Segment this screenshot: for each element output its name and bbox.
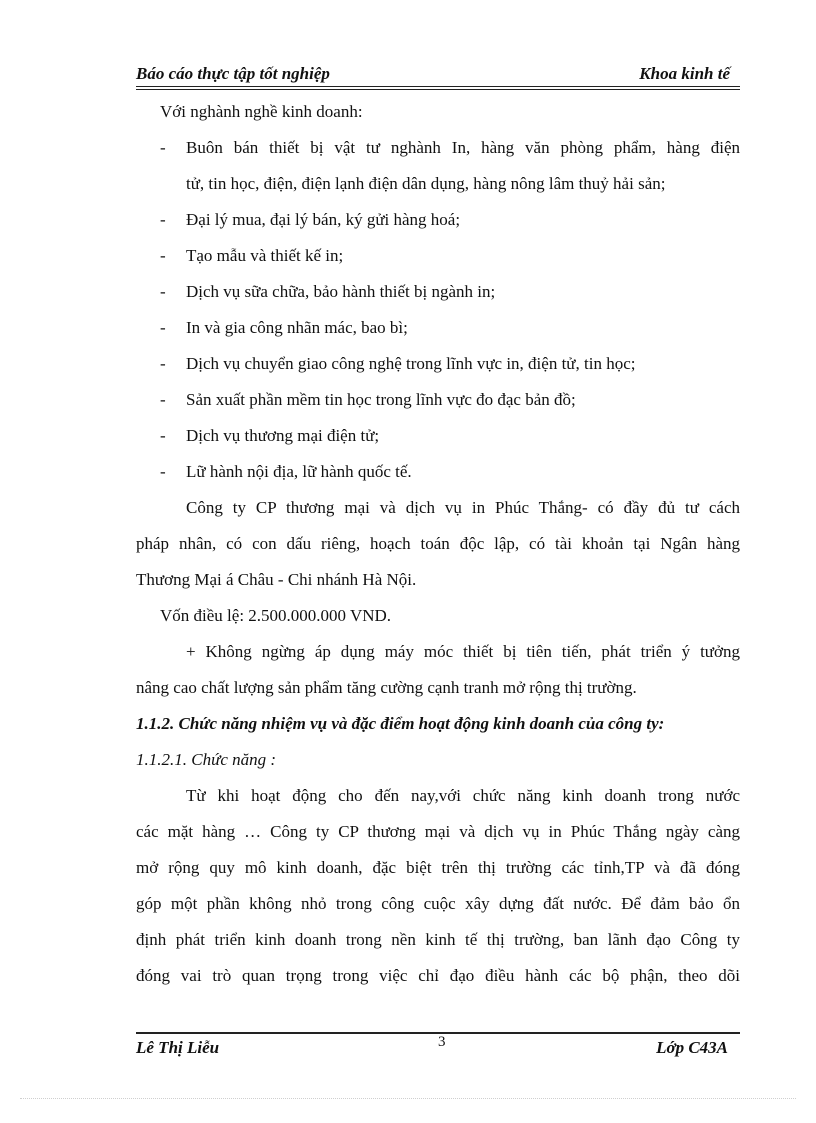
- bullet-item: [136, 454, 740, 490]
- paragraph-line: nâng cao chất lượng sản phẩm tăng cường cạnh tranh mở rộng thị trường.: [136, 678, 637, 697]
- header-faculty: Khoa kinh tế: [639, 64, 730, 83]
- bullet-dash: -: [160, 390, 166, 409]
- bullet-dash: -: [160, 426, 166, 445]
- paragraph-line: Công ty CP thương mại và dịch vụ in Phúc Thắng- có đầy đủ tư cách: [186, 498, 740, 517]
- document-body: [136, 94, 740, 994]
- intro-line: Với nghành nghề kinh doanh:: [160, 102, 363, 121]
- paragraph-line: pháp nhân, có con dấu riêng, hoạch toán độc lập, có tài khoản tại Ngân hàng: [136, 534, 740, 553]
- bullet-text: Dịch vụ sữa chữa, bảo hành thiết bị ngành in;: [186, 282, 496, 301]
- paragraph-line: đóng vai trò quan trọng trong việc chỉ đạo điều hành các bộ phận, theo dõi: [136, 966, 740, 985]
- header-rule-top: [136, 86, 740, 87]
- bullet-dash: -: [160, 282, 166, 301]
- bullet-dash: -: [160, 246, 166, 265]
- bullet-item: [136, 346, 740, 382]
- bullet-dash: -: [160, 354, 166, 373]
- page-number: 3: [438, 1034, 446, 1050]
- bullet-dash: -: [160, 462, 166, 481]
- bullet-text: Đại lý mua, đại lý bán, ký gửi hàng hoá;: [186, 210, 461, 229]
- bullet-item: [136, 274, 740, 310]
- section-heading: 1.1.2. Chức năng nhiệm vụ và đặc điểm hoạt động kinh doanh của công ty:: [136, 714, 665, 733]
- paragraph-line: mở rộng quy mô kinh doanh, đặc biệt trên thị trường các tỉnh,TP và đã đóng: [136, 858, 740, 877]
- bullet-item: [136, 130, 740, 166]
- paragraph-line: các mặt hàng … Công ty CP thương mại và dịch vụ in Phúc Thắng ngày càng: [136, 822, 740, 841]
- bullet-text: Buôn bán thiết bị vật tư nghành In, hàng văn phòng phẩm, hàng điện: [186, 138, 740, 157]
- bullet-dash: -: [160, 138, 166, 157]
- header-report-title: Báo cáo thực tập tốt nghiệp: [136, 64, 330, 83]
- bullet-item: [136, 238, 740, 274]
- footer-class: Lớp C43A: [656, 1038, 728, 1057]
- footer-author: Lê Thị Liễu: [136, 1038, 220, 1057]
- bullet-text: Dịch vụ thương mại điện tử;: [186, 426, 380, 445]
- bullet-text: Sản xuất phần mềm tin học trong lĩnh vực đo đạc bản đồ;: [186, 390, 576, 409]
- paragraph-line: + Không ngừng áp dụng máy móc thiết bị tiên tiến, phát triển ý tưởng: [186, 642, 740, 661]
- bullet-item: [136, 382, 740, 418]
- subsection-heading: 1.1.2.1. Chức năng :: [136, 750, 277, 769]
- bullet-continuation: tử, tin học, điện, điện lạnh điện dân dụng, hàng nông lâm thuỷ hải sản;: [186, 174, 666, 193]
- bullet-text: In và gia công nhãn mác, bao bì;: [186, 318, 408, 337]
- bullet-text: Dịch vụ chuyển giao công nghệ trong lĩnh vực in, điện tử, tin học;: [186, 354, 636, 373]
- bullet-item: [136, 418, 740, 454]
- charter-capital: Vốn điều lệ: 2.500.000.000 VND.: [160, 606, 392, 625]
- page-footer: [136, 1034, 740, 1062]
- bullet-dash: -: [160, 318, 166, 337]
- paragraph-line: định phát triển kinh doanh trong nền kinh tế thị trường, ban lãnh đạo Công ty: [136, 930, 740, 949]
- bullet-item: [136, 202, 740, 238]
- bullet-text: Lữ hành nội địa, lữ hành quốc tế.: [186, 462, 412, 481]
- page-header: [136, 62, 740, 88]
- page-edge-dots: [20, 1098, 796, 1099]
- bullet-item: [136, 310, 740, 346]
- paragraph-line: góp một phần không nhỏ trong công cuộc xây dựng đất nước. Để đảm bảo ổn: [136, 894, 740, 913]
- bullet-text: Tạo mẫu và thiết kế in;: [186, 246, 344, 265]
- paragraph-line: Thương Mại á Châu - Chi nhánh Hà Nội.: [136, 570, 417, 589]
- header-rule-bottom: [136, 89, 740, 90]
- paragraph-line: Từ khi hoạt động cho đến nay,với chức năng kinh doanh trong nước: [186, 786, 740, 805]
- bullet-dash: -: [160, 210, 166, 229]
